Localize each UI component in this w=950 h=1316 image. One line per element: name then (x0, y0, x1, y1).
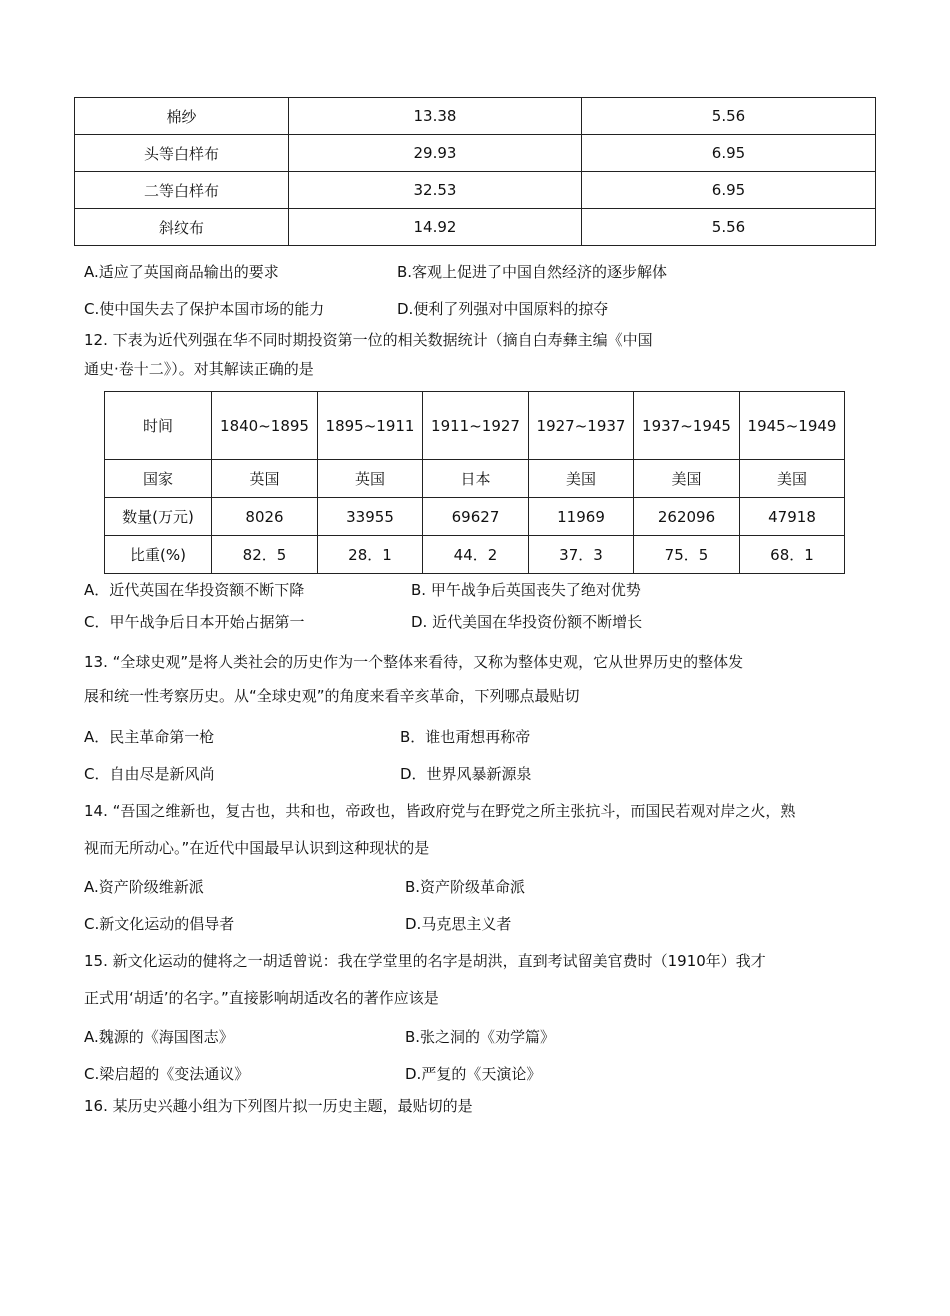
q12-option-a: A．近代英国在华投资额不断下降 (84, 581, 305, 599)
q15-stem-line1: 15. 新文化运动的健将之一胡适曾说：我在学堂里的名字是胡洪，直到考试留美官费时（1910年）我才 (84, 952, 766, 970)
table-cell: 棉纱 (75, 98, 289, 135)
table-header-row (105, 392, 845, 460)
table-cell: 数量(万元) (105, 498, 212, 536)
q13-option-a: A．民主革命第一枪 (84, 728, 215, 746)
table-cell: 28．1 (318, 536, 423, 574)
table-cell: 6.95 (582, 135, 876, 172)
table-cell: 13.38 (289, 98, 582, 135)
q15-stem-line2: 正式用‘胡适’的名字。”直接影响胡适改名的著作应该是 (84, 989, 439, 1007)
q14-option-a: A.资产阶级维新派 (84, 878, 204, 896)
q13-option-d: D．世界风暴新源泉 (400, 765, 532, 783)
table-cell: 二等白样布 (75, 172, 289, 209)
table-header-cell: 1927~1937 (529, 392, 634, 460)
table-cell: 29.93 (289, 135, 582, 172)
table-cell: 68．1 (740, 536, 845, 574)
table-header-cell: 1937~1945 (634, 392, 740, 460)
table-header-cell: 时间 (105, 392, 212, 460)
q14-option-b: B.资产阶级革命派 (405, 878, 526, 896)
table-row (105, 460, 845, 498)
q12-option-c: C．甲午战争后日本开始占据第一 (84, 613, 305, 631)
q14-option-d: D.马克思主义者 (405, 915, 512, 933)
table-cell: 82．5 (212, 536, 318, 574)
table-cell: 国家 (105, 460, 212, 498)
q13-stem-line1: 13. “全球史观”是将人类社会的历史作为一个整体来看待，又称为整体史观，它从世界历史的整体发 (84, 653, 744, 671)
table-cell: 头等白样布 (75, 135, 289, 172)
q12-option-b: B. 甲午战争后英国丧失了绝对优势 (411, 581, 641, 599)
table-cell: 美国 (634, 460, 740, 498)
table-cell: 69627 (423, 498, 529, 536)
table-cell: 英国 (212, 460, 318, 498)
investment-table (104, 391, 845, 574)
table-row (75, 98, 876, 135)
table-cell: 斜纹布 (75, 209, 289, 246)
q15-option-d: D.严复的《天演论》 (405, 1065, 542, 1083)
table-header-cell: 1945~1949 (740, 392, 845, 460)
table-cell: 比重(%) (105, 536, 212, 574)
price-table (74, 97, 876, 246)
table-row (105, 498, 845, 536)
table-cell: 37．3 (529, 536, 634, 574)
q12-option-d: D. 近代美国在华投资份额不断增长 (411, 613, 643, 631)
table-cell: 75．5 (634, 536, 740, 574)
table-header-cell: 1911~1927 (423, 392, 529, 460)
table-cell: 32.53 (289, 172, 582, 209)
q11-option-c: C.使中国失去了保护本国市场的能力 (84, 300, 325, 318)
table-cell: 6.95 (582, 172, 876, 209)
table-cell: 日本 (423, 460, 529, 498)
q13-stem-line2: 展和统一性考察历史。从“全球史观”的角度来看辛亥革命，下列哪点最贴切 (84, 687, 580, 705)
table-cell: 5.56 (582, 98, 876, 135)
q16-stem: 16. 某历史兴趣小组为下列图片拟一历史主题，最贴切的是 (84, 1097, 473, 1115)
table-header-cell: 1895~1911 (318, 392, 423, 460)
q13-option-b: B．谁也甭想再称帝 (400, 728, 531, 746)
table-row (75, 172, 876, 209)
q11-option-b: B.客观上促进了中国自然经济的逐步解体 (397, 263, 668, 281)
table-cell: 262096 (634, 498, 740, 536)
table-cell: 14.92 (289, 209, 582, 246)
q15-option-b: B.张之洞的《劝学篇》 (405, 1028, 556, 1046)
table-cell: 8026 (212, 498, 318, 536)
table-row (75, 135, 876, 172)
table-cell: 5.56 (582, 209, 876, 246)
q12-stem-line1: 12. 下表为近代列强在华不同时期投资第一位的相关数据统计（摘自白寿彝主编《中国 (84, 331, 653, 349)
q14-option-c: C.新文化运动的倡导者 (84, 915, 235, 933)
table-header-cell: 1840~1895 (212, 392, 318, 460)
table-cell: 美国 (529, 460, 634, 498)
q13-option-c: C．自由尽是新风尚 (84, 765, 215, 783)
q15-option-c: C.梁启超的《变法通议》 (84, 1065, 250, 1083)
q14-stem-line2: 视而无所动心。”在近代中国最早认识到这种现状的是 (84, 839, 430, 857)
q14-stem-line1: 14. “吾国之维新也，复古也，共和也，帝政也，皆政府党与在野党之所主张抗斗，而国民若观对岸之火，熟 (84, 802, 796, 820)
q12-stem-line2: 通史·卷十二》）。对其解读正确的是 (84, 360, 314, 378)
table-cell: 英国 (318, 460, 423, 498)
q11-option-a: A.适应了英国商品输出的要求 (84, 263, 279, 281)
table-cell: 美国 (740, 460, 845, 498)
table-cell: 33955 (318, 498, 423, 536)
table-cell: 11969 (529, 498, 634, 536)
table-cell: 47918 (740, 498, 845, 536)
table-cell: 44．2 (423, 536, 529, 574)
q15-option-a: A.魏源的《海国图志》 (84, 1028, 234, 1046)
table-row (75, 209, 876, 246)
table-row (105, 536, 845, 574)
q11-option-d: D.便利了列强对中国原料的掠夺 (397, 300, 609, 318)
